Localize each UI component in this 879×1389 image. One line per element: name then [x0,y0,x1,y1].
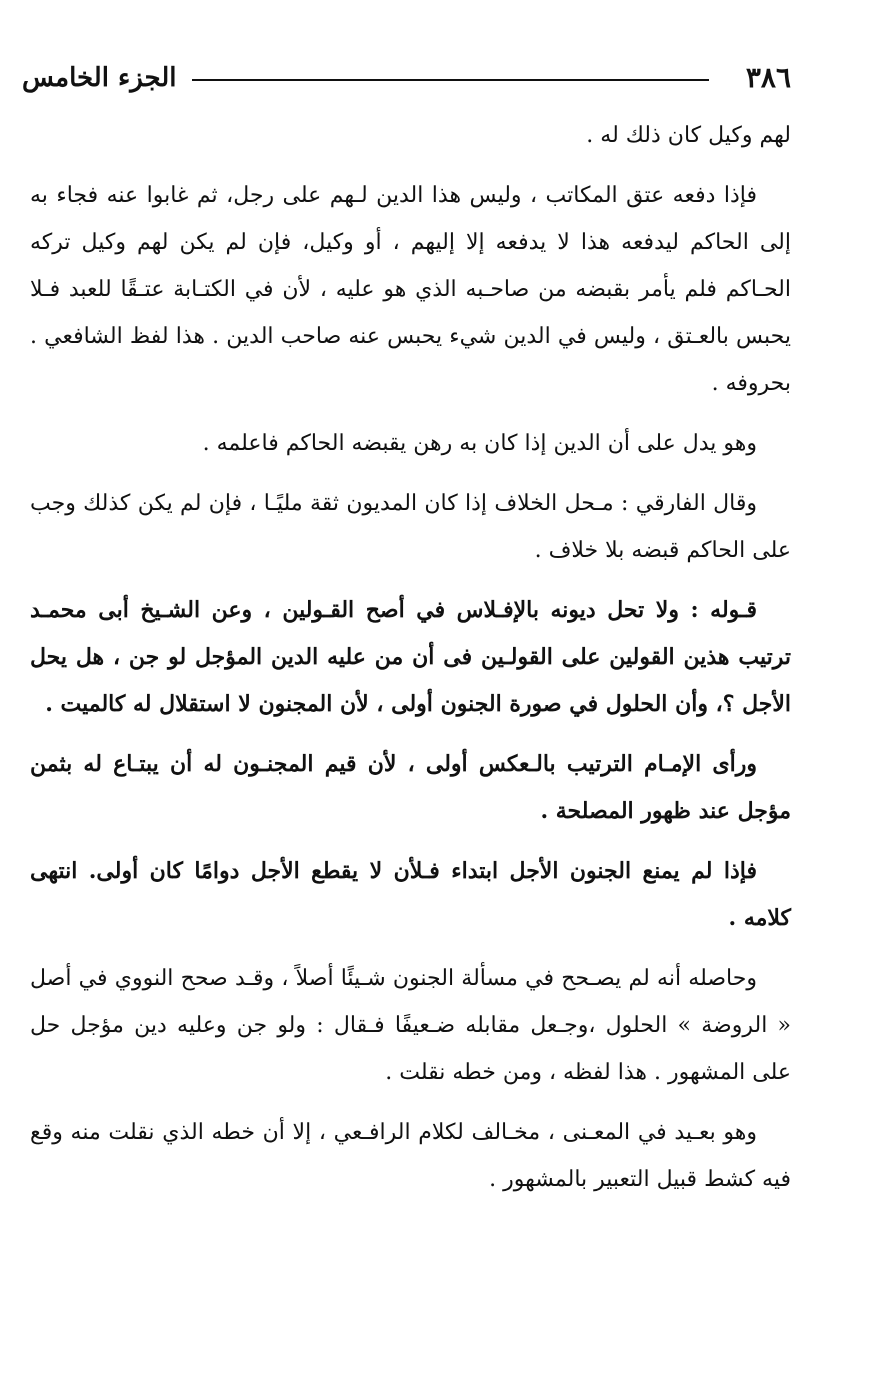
paragraph: لهم وكيل كان ذلك له . [586,123,791,148]
page-header [22,58,791,98]
paragraph: وهو يدل على أن الدين إذا كان به رهن يقبضه الحاكم فاعلمه . [202,431,757,456]
header-rule [192,79,709,81]
section-title: الجزء الخامس [22,63,177,93]
body-text [30,112,791,1216]
paragraph: وهو بعـيد في المعـنى ، مخـالف لكلام الرافـعي ، إلا أن خطه الذي نقلت منه وقع فيه كشط قبيل التعبير بالمشهور . [30,1120,791,1192]
quoted-paragraph: قـوله : ولا تحل ديونه بالإفـلاس في أصح القـولين ، وعن الشـيخ أبى محمـد ترتيب هذين القولين على القولـين فى أن من عليه الدين المؤجل لو جن ، هل يحل الأجل ؟، وأن الحلول في صورة الجنون أولى ، لأن المجنون لا استقلال له كالميت . [30,597,791,717]
page-number: ٣٨٦ [745,61,791,94]
quoted-paragraph: فإذا لم يمنع الجنون الأجل ابتداء فـلأن لا يقطع الأجل دوامًا كان أولى. انتهى كلامه . [30,858,791,931]
paragraph: وحاصله أنه لم يصـحح في مسألة الجنون شـيئًا أصلاً ، وقـد صحح النووي في أصل « الروضة » الحلول ،وجـعل مقابله ضـعيفًا فـقال : ولو جن وعليه دين مؤجل حل على المشهور . هذا لفظه ، ومن خطه نقلت . [30,966,791,1085]
paragraph: فإذا دفعه عتق المكاتب ، وليس هذا الدين لـهم على رجل، ثم غابوا عنه فجاء به إلى الحاكم ليدفعه هذا لا يدفعه إلا إليهم ، أو وكيل، فإن لم يكن لهم وكيل تركه الحـاكم فلم يأمر بقبضه من صاحـبه الذي هو عليه ، لأن في الكتـابة عتـقًا للعبد فـلا يحبس بالعـتق ، وليس في الدين شيء يحبس عنه صاحب الدين . هذا لفظ الشافعي . بحروفه . [30,183,791,396]
quoted-paragraph: ورأى الإمـام الترتيب بالـعكس أولى ، لأن قيم المجنـون له أن يبتـاع له بثمن مؤجل عند ظهور المصلحة . [30,751,791,824]
paragraph: وقال الفارقي : مـحل الخلاف إذا كان المديون ثقة مليًـا ، فإن لم يكن كذلك وجب على الحاكم قبضه بلا خلاف . [30,491,791,563]
